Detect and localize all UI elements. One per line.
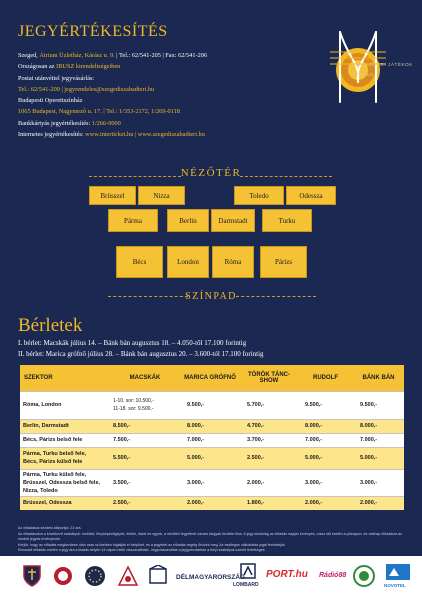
sector-toledo[interactable]: Toledo (234, 186, 284, 205)
price-cell: 8.000,- (180, 419, 240, 433)
info-line-3: Postai utánvéttel jegyvásárlás: (18, 74, 95, 82)
tv-logo-icon (352, 564, 376, 588)
sector-cell: Berlin, Darmstadt (20, 419, 110, 433)
footnote: Az előadások kezdési időpontja: 21 óra. Az előadásokra a következő szabályok: mobilok, fényképezőgépek, ételek, italok és egyéb, a nézőtéri fegyelmet zavaró tárgyak bevitele tilos. A jegy kizárólag az előadás napján érvényes, rossz idő esetén a pótnapon. Az esőnap előadásra az eredeti jegyek érvényesek. Kérjük, hogy az előadás megkezdése után csak szünetben foglalják el helyüket, és a jegyeket az előadás végéig őrizzék meg. Az esetleges változtatás jogát fenntartjuk. Elmaradt előadás esetén a jegy ára a kiadás helyén 14 napon belül visszaváltható. Jegyvisszaváltás a jegypénztárban a helyi szabályok szerint lehetséges. (18, 526, 402, 552)
table-row (20, 391, 404, 419)
price-cell: 3.000,- (180, 469, 240, 496)
price-cell: 1.800,- (240, 496, 298, 510)
price-cell: 5.000,- (298, 447, 353, 469)
price-cell: 2.500,- (240, 447, 298, 469)
price-cell: 7.500,- (110, 433, 180, 447)
sector-cell: Párma, Turku külső fele, Brüsszel, Odessza belső fele, Nizza, Toledo (20, 469, 110, 496)
sector-berlin[interactable]: Berlin (167, 209, 209, 232)
divider (89, 176, 181, 177)
coat-of-arms-icon (22, 564, 42, 588)
price-cell: 7.000,- (353, 433, 404, 447)
price-cell: 2.500,- (110, 496, 180, 510)
info-line-2: Országosan az IBUSZ kirendeltségeiben (18, 63, 121, 71)
sector-roma[interactable]: Róma (212, 246, 254, 278)
novotel-logo-icon (386, 564, 410, 580)
column-header: TÖRÖK TÁNC-SHOW (240, 365, 298, 391)
info-line-1: Szeged, Átrium Üzletház, Kárász u. 9. | Tel.: 62/541-205 | Fax: 62/541-206 (18, 52, 208, 59)
price-cell: 2.000,- (298, 496, 353, 510)
table-row (20, 419, 404, 433)
university-logo-icon (148, 565, 168, 587)
sponsor-delmagyarorszag[interactable]: DÉLMAGYARORSZÁG (176, 574, 246, 581)
sector-becs[interactable]: Bécs (116, 246, 163, 278)
ministry-logo-icon (117, 565, 139, 587)
table-row (20, 496, 404, 510)
season-ticket-2: II. bérlet: Marica grófnő július 28. – Bánk bán augusztus 20. – 3.600-tól 17.100 forintig (18, 350, 264, 358)
info-line-6: 1065 Budapest, Nagymező u. 17. | Tel.: 1/353-2172, 1/269-0118 (18, 108, 180, 116)
table-row (20, 447, 404, 469)
price-cell: 8.000,- (353, 419, 404, 433)
sector-london[interactable]: London (167, 246, 209, 278)
column-header: BÁNK BÁN (353, 365, 404, 391)
sponsor-novotel[interactable]: NOVOTEL (384, 583, 406, 588)
price-cell: 7.000,- (180, 433, 240, 447)
season-tickets-title: Bérletek (18, 315, 83, 336)
price-cell: 3.000,- (298, 469, 353, 496)
price-cell: 2.000,- (353, 496, 404, 510)
sector-brusszel[interactable]: Brüsszel (89, 186, 136, 205)
price-cell: 5.000,- (180, 447, 240, 469)
sector-parma[interactable]: Párma (108, 209, 158, 232)
sector-odessza[interactable]: Odessza (286, 186, 336, 205)
info-line-4[interactable]: Tel.: 62/541-209 | jegyrendeles@szegediszabadteri.hu (18, 85, 155, 93)
column-header: MARICA GRÓFNŐ (180, 365, 240, 391)
stage-label: SZÍNPAD (185, 291, 237, 302)
price-table (20, 365, 404, 510)
page-title: JEGYÉRTÉKESÍTÉS (18, 23, 168, 40)
price-cell: 7.000,- (298, 433, 353, 447)
info-line-8: Internetes jegyértékesítés: www.interticket.hu | www.szegediszabadteri.hu (18, 131, 205, 139)
price-cell: 8.000,- (298, 419, 353, 433)
sector-nizza[interactable]: Nizza (138, 186, 185, 205)
price-cell: 5.700,- (240, 391, 298, 419)
price-cell: 9.500,- (353, 391, 404, 419)
price-cell: 2.000,- (180, 496, 240, 510)
sector-cell: Párma, Turku belső fele, Bécs, Párizs külső fele (20, 447, 110, 469)
season-ticket-1: I. bérlet: Macskák július 14. – Bánk bán augusztus 18. – 4.050-től 17.100 forintig (18, 339, 247, 347)
price-cell: 5.500,- (110, 447, 180, 469)
price-cell: 4.700,- (240, 419, 298, 433)
sector-turku[interactable]: Turku (262, 209, 312, 232)
crest-icon (52, 564, 74, 588)
price-cell: 9.500,- (180, 391, 240, 419)
eu-stars-icon (84, 565, 106, 587)
sector-cell: Brüsszel, Odessza (20, 496, 110, 510)
ibusz-link[interactable]: IBUSZ kirendeltségeiben (56, 63, 121, 71)
price-cell: 3.700,- (240, 433, 298, 447)
sponsor-port[interactable]: PORT.hu (266, 569, 308, 580)
info-line-5: Budapesti Operettszínház (18, 97, 83, 105)
column-header: MACSKÁK (110, 365, 180, 391)
ticket-info (18, 50, 308, 140)
column-header: SZEKTOR (20, 365, 110, 391)
table-row (20, 469, 404, 496)
price-cell: 9.500,- (298, 391, 353, 419)
info-line-7: Bankkártyás jegyértékesítés: 1/266-0000 (18, 119, 121, 127)
sector-parizs[interactable]: Párizs (260, 246, 307, 278)
divider (240, 176, 332, 177)
price-cell: 3.000,- (353, 469, 404, 496)
sector-cell: Róma, London (20, 391, 110, 419)
price-cell: 1-10. sor: 10.500,- 11-18. sor: 9.500,- (110, 391, 180, 419)
price-cell: 3.500,- (110, 469, 180, 496)
sector-cell: Bécs, Párizs belső fele (20, 433, 110, 447)
table-header-row (20, 365, 404, 391)
table-row (20, 433, 404, 447)
logo-text: SZABADTÉRI JÁTÉKOK SZEGED (352, 62, 413, 77)
address-link[interactable]: Átrium Üzletház, Kárász u. 9. (39, 52, 115, 59)
column-header: RUDOLF (298, 365, 353, 391)
price-cell: 2.000,- (240, 469, 298, 496)
sponsor-radio88[interactable]: Rádió88 (319, 572, 347, 579)
divider (236, 296, 316, 297)
web-link[interactable]: www.interticket.hu | www.szegediszabadteri.hu (83, 131, 205, 139)
price-cell: 5.000,- (353, 447, 404, 469)
audience-label: NÉZŐTÉR (180, 167, 242, 179)
sponsor-bar (0, 556, 422, 600)
sector-darmstadt[interactable]: Darmstadt (211, 209, 255, 232)
sponsor-lombard[interactable]: LOMBARD (233, 582, 259, 588)
price-cell: 8.500,- (110, 419, 180, 433)
lombard-logo-icon (239, 562, 257, 580)
